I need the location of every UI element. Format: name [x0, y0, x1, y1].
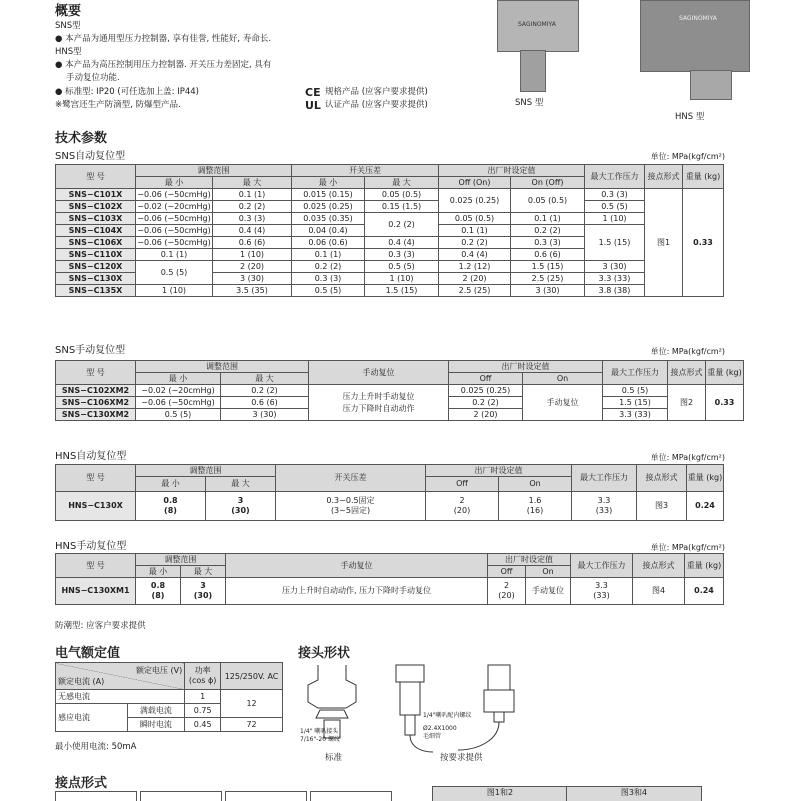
- cell: 0.05 (0.5): [365, 189, 439, 201]
- cell: 0.5 (5): [585, 201, 645, 213]
- cell: 2: [503, 581, 510, 590]
- col-weight: 重量 (kg): [706, 361, 744, 385]
- cell: 0.15 (1.5): [365, 201, 439, 213]
- cell: 0.3 (3): [585, 189, 645, 201]
- capillary-label-1: Ø2.4X1000: [423, 725, 457, 732]
- pf-value-1: 1: [185, 690, 221, 704]
- cell: 0.2 (2): [292, 261, 365, 273]
- standard-label: 标准: [325, 753, 343, 763]
- col-diff-min: 最 小: [292, 177, 365, 189]
- col-max: 最 大: [206, 477, 276, 492]
- col-min: 最 小: [136, 177, 213, 189]
- cell: 0.025 (0.25): [449, 385, 523, 397]
- electrical-title: 电气额定值: [55, 646, 121, 661]
- other-products-note: ※鹭宫还生产防滴型, 防爆型产品.: [55, 100, 181, 110]
- cell: 3 (30): [585, 261, 645, 273]
- overview-title: 概要: [55, 4, 82, 19]
- voltage-value-2: 72: [221, 718, 283, 732]
- cell: 0.015 (0.15): [292, 189, 365, 201]
- cell: 2 (20): [439, 273, 511, 285]
- table-row: [56, 385, 744, 397]
- col-model: 型 号: [56, 165, 136, 189]
- col-factory: 出厂时设定值: [426, 465, 572, 477]
- cell: −0.02 (−20cmHg): [136, 385, 221, 397]
- col-min: 最 小: [136, 373, 221, 385]
- weight-cell: 0.24: [685, 578, 724, 605]
- col-diff: 开关压差: [292, 165, 439, 177]
- cell: 0.6 (6): [221, 397, 309, 409]
- cell: 2.5 (25): [511, 273, 585, 285]
- cell: 0.2 (2): [213, 201, 292, 213]
- cell: SNS−C102X: [56, 201, 136, 213]
- sns-type-label: SNS型: [55, 21, 81, 31]
- cell: 0.5 (5): [603, 385, 668, 397]
- cell: 3: [200, 581, 206, 590]
- nut-stem: [494, 712, 504, 722]
- ul-text: 认证产品 (应客户要求提供): [325, 100, 428, 110]
- col-min: 最 小: [136, 566, 181, 578]
- ce-mark: CE: [305, 86, 321, 99]
- contact-cell: 图4: [633, 578, 685, 605]
- cell: 2 (20): [213, 261, 292, 273]
- cell: 1.2 (12): [439, 261, 511, 273]
- cell: (20): [498, 591, 515, 600]
- pf-value-3: 0.45: [185, 718, 221, 732]
- cell: 0.2 (2): [449, 397, 523, 409]
- col-factory: 出厂时设定值: [488, 554, 571, 566]
- col-off: Off: [488, 566, 526, 578]
- hns-type-label: HNS型: [55, 47, 82, 57]
- col-on: On: [526, 566, 571, 578]
- col-off: Off (On): [439, 177, 511, 189]
- min-current-note: 最小使用电流: 50mA: [55, 742, 137, 752]
- hns-manual-table: [55, 553, 724, 605]
- cell: 0.1 (1): [136, 249, 213, 261]
- cell: (16): [526, 506, 544, 515]
- fitting-top: [396, 665, 424, 682]
- cell: 0.5 (5): [292, 285, 365, 297]
- fig12-header: 图1和2: [432, 786, 568, 801]
- ce-text: 规格产品 (应客户要求提供): [325, 87, 428, 97]
- sns-auto-title: SNS自动复位型: [55, 151, 126, 162]
- joint-diagram: [298, 660, 538, 760]
- cell: 0.1 (1): [292, 249, 365, 261]
- cell: HNS−C130XM1: [56, 578, 136, 605]
- sns-auto-table: [55, 164, 724, 297]
- cell: 0.5 (5): [136, 261, 213, 285]
- col-weight: 重量 (kg): [685, 554, 724, 578]
- unit-label-3: 单位: MPa(kgf/cm²): [650, 453, 725, 462]
- cell: SNS−C110X: [56, 249, 136, 261]
- col-model: 型 号: [56, 465, 136, 492]
- cell: 0.3~0.5固定: [326, 496, 375, 505]
- cell: 0.2 (2): [221, 385, 309, 397]
- col-manual: 手动复位: [309, 361, 449, 385]
- cell: (20): [453, 506, 471, 515]
- col-max-pressure: 最大工作压力: [571, 554, 633, 578]
- sns-caption: SNS 型: [515, 98, 544, 108]
- cell: −0.06 (−50cmHg): [137, 213, 211, 223]
- ul-mark: UL: [305, 99, 321, 112]
- nut-label: 1/4"喇叭配内螺纹: [423, 712, 472, 719]
- cell: (33): [595, 506, 613, 515]
- col-factory: 出厂时设定值: [439, 165, 585, 177]
- col-on: On (Off): [511, 177, 585, 189]
- cell: 3.8 (38): [585, 285, 645, 297]
- col-range: 调整范围: [136, 554, 226, 566]
- sns-manual-title: SNS手动复位型: [55, 345, 126, 356]
- unit-label-4: 单位: MPa(kgf/cm²): [650, 543, 725, 552]
- flare-label: [300, 728, 340, 744]
- cell: 0.1 (1): [439, 225, 511, 237]
- noninductive-label: 无感电流: [56, 690, 185, 704]
- nut-body: [484, 690, 514, 712]
- cell: (33): [593, 591, 610, 600]
- sns-manual-table: [55, 360, 744, 421]
- cell: 0.8: [150, 581, 166, 590]
- col-max-pressure: 最大工作压力: [572, 465, 637, 492]
- hns-product-photo: [640, 0, 750, 72]
- hns-brand-label: SAGINOMIYA: [679, 15, 717, 22]
- cell: 2.5 (25): [439, 285, 511, 297]
- cell: 0.4 (4): [213, 225, 292, 237]
- cell: (3~5固定): [330, 506, 371, 515]
- cell: SNS−C103X: [56, 213, 136, 225]
- col-max: 最 大: [181, 566, 226, 578]
- moisture-note: 防潮型: 应客户要求提供: [55, 621, 146, 631]
- flare-label-1: 1/4" 喇叭接头: [300, 728, 339, 735]
- col-min: 最 小: [136, 477, 206, 492]
- cell: 1 (10): [585, 213, 645, 225]
- cell: −0.06 (−50cmHg): [137, 189, 211, 199]
- fitting-body: [400, 682, 420, 715]
- cell: 0.04 (0.4): [292, 225, 365, 237]
- hns-caption: HNS 型: [675, 112, 705, 122]
- hns-fitting: [690, 70, 732, 100]
- table-row: [56, 201, 724, 213]
- cell: 2: [459, 496, 465, 505]
- manual-text-1: 压力上升时手动复位: [342, 391, 415, 401]
- cell: 0.3 (3): [511, 237, 585, 249]
- col-contact: 接点形式: [633, 554, 685, 578]
- cell: 压力上升时自动动作, 压力下降时手动复位: [226, 578, 488, 605]
- cell: 1 (10): [136, 285, 213, 297]
- cell: −0.02 (−20cmHg): [137, 201, 211, 211]
- cell: 0.6 (6): [213, 237, 292, 249]
- cell: 0.025 (0.25): [439, 189, 511, 213]
- col-factory: 出厂时设定值: [449, 361, 603, 373]
- cell: 0.035 (0.35): [292, 213, 365, 225]
- cell: (8): [151, 591, 165, 600]
- fitting-stem: [405, 715, 415, 735]
- full-load-label: 满载电流: [127, 704, 185, 718]
- table-row: [56, 492, 724, 521]
- cell: 0.06 (0.6): [292, 237, 365, 249]
- col-range: 调整范围: [136, 361, 309, 373]
- tech-title: 技术参数: [55, 131, 108, 146]
- cell: (30): [193, 591, 213, 600]
- cell: 0.05 (0.5): [511, 189, 585, 213]
- manual-cell: [309, 385, 449, 421]
- standard-note: ● 标准型: IP20 (可任选加上盖: IP44): [55, 87, 199, 97]
- col-diff: 开关压差: [276, 465, 426, 492]
- hns-auto-title: HNS自动复位型: [55, 451, 127, 462]
- cell: HNS−C130X: [56, 492, 136, 521]
- current-label: 额定电流 (A): [58, 677, 105, 686]
- capillary-label-2: 毛细管: [423, 733, 442, 740]
- col-on: On: [499, 477, 572, 492]
- flare-body: [308, 665, 356, 708]
- cell: (30): [231, 506, 250, 515]
- cell: 1.5 (15): [365, 285, 439, 297]
- table-row: [56, 285, 724, 297]
- cell: SNS−C130XM2: [56, 409, 136, 421]
- cell: 0.4 (4): [439, 249, 511, 261]
- cell: 3.3 (33): [585, 273, 645, 285]
- cell: 3 (30): [213, 273, 292, 285]
- col-weight: 重量 (kg): [687, 465, 724, 492]
- cell: 1 (10): [365, 273, 439, 285]
- cell: 1 (10): [213, 249, 292, 261]
- cell: SNS−C101X: [56, 189, 136, 201]
- col-diff-max: 最 大: [365, 177, 439, 189]
- sns-fitting: [520, 50, 546, 92]
- col-max: 最 大: [221, 373, 309, 385]
- pf-value-2: 0.75: [185, 704, 221, 718]
- cell: 3: [237, 496, 244, 505]
- cell: 1.6: [528, 496, 542, 505]
- hns-description-1: ● 本产品为高压控制用压力控制器. 开关压力差固定, 具有: [55, 60, 272, 70]
- weight-cell: 0.33: [683, 189, 724, 297]
- weight-cell: 0.24: [687, 492, 724, 521]
- cell: −0.06 (−50cmHg): [137, 225, 211, 235]
- cell: 0.3 (3): [292, 273, 365, 285]
- col-model: 型 号: [56, 554, 136, 578]
- unit-label-1: 单位: MPa(kgf/cm²): [650, 152, 725, 161]
- col-model: 型 号: [56, 361, 136, 385]
- cell: 0.2 (2): [439, 237, 511, 249]
- cell: 手动复位: [523, 385, 603, 421]
- capillary-label: [423, 725, 457, 741]
- cell: SNS−C135X: [56, 285, 136, 297]
- cell: −0.06 (−50cmHg): [137, 237, 211, 247]
- cell: 0.4 (4): [365, 237, 439, 249]
- weight-cell: 0.33: [706, 385, 744, 421]
- col-weight: 重量 (kg): [683, 165, 724, 189]
- col-contact: 接点形式: [637, 465, 687, 492]
- col-off: Off: [449, 373, 523, 385]
- contact-cell: 图2: [668, 385, 706, 421]
- cell: SNS−C120X: [56, 261, 136, 273]
- flare-nut: [316, 710, 348, 718]
- cell: SNS−C106XM2: [56, 397, 136, 409]
- table-row: [56, 213, 724, 225]
- manual-text-2: 压力下降时自动动作: [342, 403, 415, 413]
- col-contact: 接点形式: [645, 165, 683, 189]
- inductive-label: 感应电流: [56, 704, 128, 732]
- joint-title: 接头形状: [298, 646, 351, 661]
- voltage-current-header: [56, 663, 185, 690]
- cell: 3.5 (35): [213, 285, 292, 297]
- cell: 0.6 (6): [511, 249, 585, 261]
- cell: 3.3: [595, 581, 608, 590]
- col-contact: 接点形式: [668, 361, 706, 385]
- col-range: 调整范围: [136, 165, 292, 177]
- pf-header: 功率 (cos ϕ): [185, 663, 221, 690]
- hns-description-2: 手动复位功能.: [66, 73, 120, 83]
- col-on: On: [523, 373, 603, 385]
- hns-manual-title: HNS手动复位型: [55, 541, 127, 552]
- cell: 0.5 (5): [136, 409, 221, 421]
- col-range: 调整范围: [136, 465, 276, 477]
- voltage-value-1: 12: [221, 690, 283, 718]
- cell: 0.2 (2): [365, 213, 439, 237]
- fig34-header: 图3和4: [566, 786, 702, 801]
- ac-header: 125/250V. AC: [221, 663, 283, 690]
- cell: 0.05 (0.5): [439, 213, 511, 225]
- sns-description: ● 本产品为通用型压力控制器, 享有佳誉, 性能好, 寿命长.: [55, 34, 272, 44]
- cell: 0.1 (1): [213, 189, 292, 201]
- table-row: [56, 189, 724, 201]
- cell: SNS−C102XM2: [56, 385, 136, 397]
- cell: SNS−C104X: [56, 225, 136, 237]
- contact-cell: 图3: [637, 492, 687, 521]
- hns-auto-table: [55, 464, 724, 521]
- flare-label-2: 7/16"-20 螺纹: [300, 736, 340, 743]
- cell: 1.5 (15): [511, 261, 585, 273]
- sns-brand-label: SAGINOMIYA: [518, 21, 556, 28]
- cell: −0.06 (−50cmHg): [136, 397, 221, 409]
- col-max-pressure: 最大工作压力: [585, 165, 645, 189]
- cell: 0.2 (2): [511, 225, 585, 237]
- contacts-title: 接点形式: [55, 776, 108, 791]
- voltage-label: 额定电压 (V): [135, 666, 183, 675]
- sns-product-photo: [497, 0, 579, 52]
- cell: 3 (30): [511, 285, 585, 297]
- capillary-tube-2: [458, 722, 499, 750]
- cell: 0.8: [163, 496, 178, 505]
- col-max: 最 大: [213, 177, 292, 189]
- electrical-table: [55, 662, 283, 732]
- contact-cell: 图1: [645, 189, 683, 297]
- cell: 0.025 (0.25): [292, 201, 365, 213]
- col-manual: 手动复位: [226, 554, 488, 578]
- cell: 0.1 (1): [511, 213, 585, 225]
- cell: SNS−C130X: [56, 273, 136, 285]
- cell: 2 (20): [449, 409, 523, 421]
- cell: 3.3: [597, 496, 611, 505]
- cell: 0.5 (5): [365, 261, 439, 273]
- cell: (8): [164, 506, 177, 515]
- cell: 0.3 (3): [365, 249, 439, 261]
- locked-label: 瞬时电流: [127, 718, 185, 732]
- cell: 3 (30): [221, 409, 309, 421]
- table-row: [56, 261, 724, 273]
- col-max-pressure: 最大工作压力: [603, 361, 668, 385]
- cell: 1.5 (15): [603, 397, 668, 409]
- unit-label-2: 单位: MPa(kgf/cm²): [650, 347, 725, 356]
- nut-top: [488, 665, 510, 690]
- cell: 1.5 (15): [585, 225, 645, 261]
- table-row: [56, 578, 724, 605]
- cell: 3.3 (33): [603, 409, 668, 421]
- cell: 0.3 (3): [213, 213, 292, 225]
- custom-label: 按要求提供: [440, 753, 483, 763]
- col-off: Off: [426, 477, 499, 492]
- cell: 手动复位: [526, 578, 571, 605]
- cell: SNS−C106X: [56, 237, 136, 249]
